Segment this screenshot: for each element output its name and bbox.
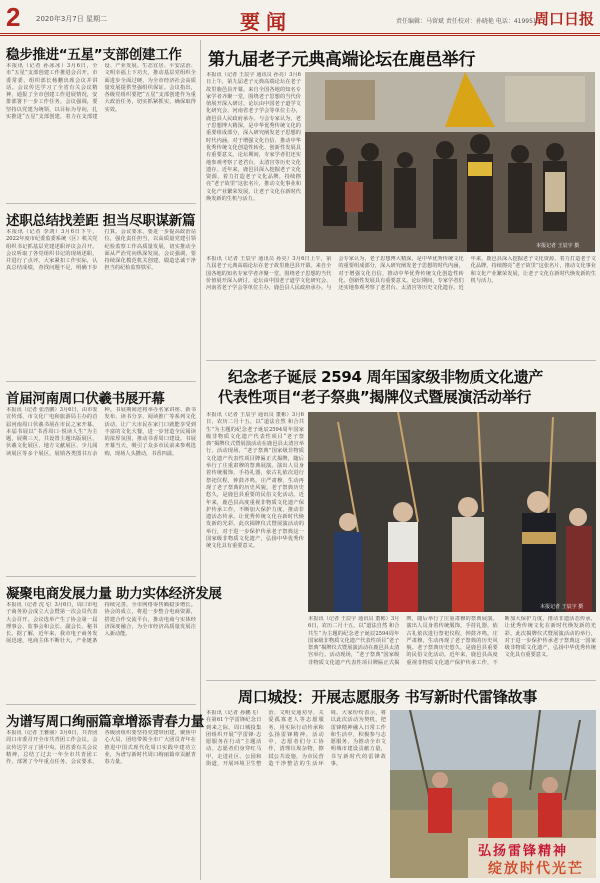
second-body-continued: 本报讯（记者 王辰宇 通讯员 董彬）3月6日，农历二月十五，以“道法自然 和合共生”为主题的纪念老子诞辰2594周年国家级非物质文化遗产代表性项目“老子祭典”揭牌仪式暨展演活动在鹿邑县太清宫举行。活动现场，“老子祭典”国家级非物质文化遗产代表性项目牌匾正式揭牌，随后举行了庄重肃穆的祭典展演。演出人员身着传统服饰，手持礼器，依古礼依次进行祭祀仪程，钟鼓齐鸣，庄严肃穆，生动再现了老子祭典的历史风貌。老子祭典历史悠久，是鹿邑县重要的民俗文化活动。近年来，鹿邑县高度重视非物质文化遗产保护传承工作，不断加大保护力度，推动非遗活态传承，让优秀传统文化在新时代焕发新的光彩。此次揭牌仪式暨展演活动的举行，对于进一步保护传承老子祭典这一国家级非物质文化遗产，弘扬中华优秀传统文化具有重要意义。 [308, 616, 596, 666]
article-divider [206, 680, 596, 681]
page-number: 2 [6, 2, 21, 32]
article-body: 本报讯（记者 沈飞）3月6日，周口市电子商务协会成立大会暨第一次会员代表大会召开。会议选举产生了协会第一届理事会、监事会和会长、副会长、秘书长。据了解，近年来，我市电子商务发展迅速，电商主体不断壮大，产业链条持续完善，全市网络零售额稳步增长。协会的成立，将进一步整合电商资源，搭建合作交流平台，推动电商与实体经济深度融合，为全市经济高质量发展注入新动能。 [6, 602, 196, 645]
article-body: 本报讯（记者 王雅丽）3月6日，共青团周口市委召开全市共青团工作会议。会议传达学习了团中央、团省委有关会议精神，总结了过去一年全市共青团工作，部署了今年重点任务。会议要求，各级团组织要坚持党建带团建，聚焦中心大局，团结带领全市广大团员青年在推进中国式现代化周口实践中建功立业，为谱写新时代周口绚丽篇章贡献青春力量。 [6, 730, 196, 766]
section-title: 要闻 [240, 10, 292, 34]
slogan-line1: 弘扬雷锋精神 [478, 844, 569, 859]
second-headline-line1: 纪念老子诞辰 2594 周年国家级非物质文化遗产 [228, 368, 543, 386]
article-body: 本报讯（记者 孙冰冰）3月6日，全市“五星”支部创建工作推进会召开。市委常委、组织部长杨鹏出席会议并讲话。会议传达学习了全省有关会议精神，通报了全市创建工作进展情况，安排部署下一步工作任务。会议强调，要坚持以党建为统领，以目标为导向，扎实推进“五星”支部创建，着力在支部建设、产业发展、生态宜居、平安法治、文明幸福上下功夫，推动基层党组织全面进步全面过硬，为全市经济社会高质量发展提供坚强组织保证。会议指出，各级党组织要把“五星”支部创建作为重大政治任务，切实抓紧抓实，确保取得实效。 [6, 63, 196, 121]
article-divider [6, 381, 196, 382]
issue-date: 2020年3月7日 星期二 [36, 15, 107, 23]
forum-photo [305, 72, 595, 252]
editor-credits: 责任编辑：马留斌 责任校对：孙晓艳 电话：4199513 [396, 18, 541, 25]
article-divider [6, 203, 196, 204]
lead-body-intro: 本报讯（记者 王辰宇 通讯员 孙亮）3月6日上午，第九届老子元典高端论坛在老子故里鹿邑县开幕。来自全国各地的知名专家学者齐聚一堂，围绕老子思想的当代价值展开深入研讨。论坛由中国老子道学文化研究会、河南省老子学会等单位主办，鹿邑县人民政府承办。与会专家认为，老子思想博大精深，是中华优秀传统文化的重要组成部分，深入研究阐发老子思想的时代内涵，对于增强文化自信、推动中华优秀传统文化创造性转化、创新性发展具有重要意义。论坛期间，专家学者们还实地参观考察了老君台、太清宫等历史文化遗存。近年来，鹿邑县深入挖掘老子文化资源，着力打造老子文化品牌，持续擦亮“老子故里”这张名片，推动文化事业和文化产业繁荣发展，让老子文化在新时代焕发新的生机与活力。 [206, 72, 301, 203]
article-headline: 凝聚电商发展力量 助力实体经济发展 [6, 586, 222, 602]
article-headline: 述职总结找差距 担当尽职谋新篇 [6, 213, 196, 229]
second-headline-line2: 代表性项目“老子祭典”揭牌仪式暨展演活动举行 [218, 388, 532, 406]
article-divider [6, 576, 196, 577]
photo-credit: 本报记者 王辰宇 摄 [536, 243, 580, 249]
photo-credit: 本报记者 王辰宇 摄 [540, 604, 584, 610]
article-headline: 稳步推进“五星”支部创建工作 [6, 47, 182, 63]
second-body-intro: 本报讯（记者 王辰宇 通讯员 董彬）3月6日，农历二月十五，以“道法自然 和合共生”为主题的纪念老子诞辰2594周年国家级非物质文化遗产代表性项目“老子祭典”揭牌仪式暨展演活动在鹿邑县太清宫举行。活动现场，“老子祭典”国家级非物质文化遗产代表性项目牌匾正式揭牌，随后举行了庄重肃穆的祭典展演。演出人员身着传统服饰，手持礼器，依古礼依次进行祭祀仪程，钟鼓齐鸣，庄严肃穆，生动再现了老子祭典的历史风貌。老子祭典历史悠久，是鹿邑县重要的民俗文化活动。近年来，鹿邑县高度重视非物质文化遗产保护传承工作，不断加大保护力度，推动非遗活态传承，让优秀传统文化在新时代焕发新的光彩。此次揭牌仪式暨展演活动的举行，对于进一步保护传承老子祭典这一国家级非物质文化遗产，弘扬中华优秀传统文化具有重要意义。 [206, 412, 304, 550]
article-body: 本报讯（记者 张浩鹏）3月6日，由市委宣传部、市文化广电和旅游局主办的首届河南周口伏羲书展在市民之家开幕。本届书展以“书香周口·悦读人生”为主题，展期三天，共设置主题出版展区、伏羲文化展区、地方文献展区、少儿阅读展区等多个展区，展销各类图书万余种。书展期间还将举办名家讲座、新书发布、读书分享、阅读推广等系列文化活动，让广大市民在家门口就能享受到丰富的文化大餐，进一步营造全民阅读的浓厚氛围，推动书香周口建设。书展开幕当天，吸引了众多市民前来参观选购，现场人头攒动，书香四溢。 [6, 407, 196, 457]
third-body: 本报讯（记者 孙鹏飞）在第61个学雷锋纪念日到来之际，周口城投集团组织开展“学雷锋·志愿服务在行动”主题活动。志愿者们身穿红马甲，走进社区、公园和街道，开展环境卫生整治、文明交通劝导、关爱孤寡老人等志愿服务，用实际行动传承和弘扬雷锋精神。活动中，志愿者们分工协作，清理垃圾杂物，擦拭公共设施，为市民营造干净整洁的生活环境。大家纷纷表示，将以此次活动为契机，把雷锋精神融入日常工作和生活中，积极参与志愿服务，为推动全市文明城市建设贡献力量，书写新时代的雷锋故事。 [206, 710, 386, 768]
slogan-line2: 绽放时代光芒 [488, 861, 584, 877]
lead-headline: 第九届老子元典高端论坛在鹿邑举行 [208, 50, 476, 70]
article-body: 本报讯（记者 李鸿）3月6日下午，2022年度市纪委监委系统（区）机关党组织书记抓基层党建述职评议会召开。会议听取了各党组织书记的现场述职，并进行了点评。大家紧扣工作实际，认真总结成绩，查找问题不足，明确下步打算。会议要求，要进一步提高政治站位，强化责任担当，以高质量党建引领纪检监察工作高质量发展，切实推动全面从严治党向纵深发展。会议强调，要持续深化模范机关创建，锻造忠诚干净担当的纪检监察铁军。 [6, 229, 196, 272]
lead-body-continued: 本报讯（记者 王辰宇 通讯员 孙亮）3月6日上午，第九届老子元典高端论坛在老子故里鹿邑县开幕。来自全国各地的知名专家学者齐聚一堂，围绕老子思想的当代价值展开深入研讨。论坛由中国老子道学文化研究会、河南省老子学会等单位主办，鹿邑县人民政府承办。与会专家认为，老子思想博大精深，是中华优秀传统文化的重要组成部分，深入研究阐发老子思想的时代内涵，对于增强文化自信、推动中华优秀传统文化创造性转化、创新性发展具有重要意义。论坛期间，专家学者们还实地参观考察了老君台、太清宫等历史文化遗存。近年来，鹿邑县深入挖掘老子文化资源，着力打造老子文化品牌，持续擦亮“老子故里”这张名片，推动文化事业和文化产业繁荣发展，让老子文化在新时代焕发新的生机与活力。 [206, 256, 596, 292]
article-headline: 为谱写周口绚丽篇章增添青春力量 [6, 714, 204, 730]
article-headline: 首届河南周口伏羲书展开幕 [6, 391, 165, 407]
ceremony-photo [308, 412, 596, 612]
masthead [0, 0, 600, 36]
third-headline: 周口城投：开展志愿服务 书写新时代雷锋故事 [238, 688, 537, 706]
article-divider [206, 360, 596, 361]
column-divider [200, 40, 201, 880]
newspaper-logo: 周口日报 [533, 10, 594, 28]
article-divider [6, 704, 196, 705]
